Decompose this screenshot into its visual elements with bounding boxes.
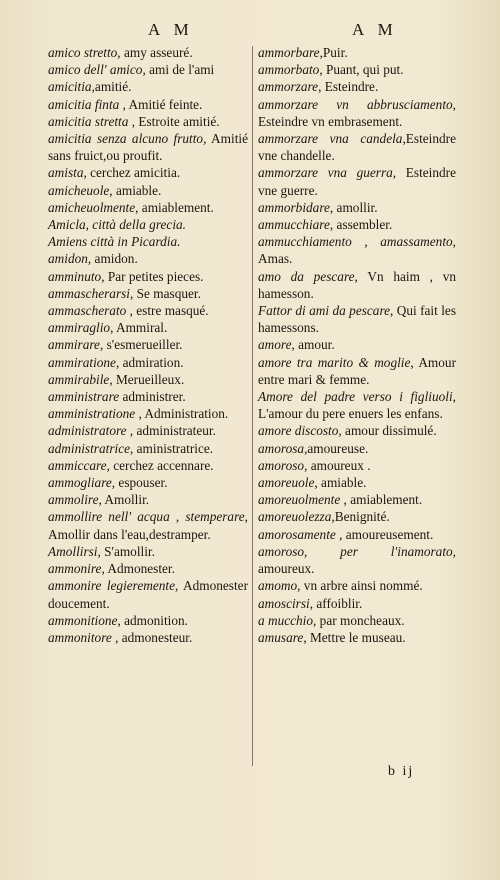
entry-definition: , administrateur. xyxy=(126,423,216,439)
dictionary-entry xyxy=(258,629,456,646)
entry-definition: administrer. xyxy=(119,389,186,405)
dictionary-entry xyxy=(48,130,248,164)
entry-definition: , Puant, qui put. xyxy=(319,62,404,78)
dictionary-entry xyxy=(48,336,248,353)
dictionary-entry xyxy=(48,199,248,216)
entry-headword: amico stretto, xyxy=(48,45,121,60)
entry-definition: , amidon. xyxy=(87,251,138,267)
entry-headword: amicitia xyxy=(48,79,92,95)
entry-definition: , Esteindre vne guerre. xyxy=(258,165,456,198)
entry-definition: ,amoureuse. xyxy=(304,440,369,456)
entry-definition: , Administration. xyxy=(135,406,229,422)
entry-headword: amicitia senza alcuno frutto, xyxy=(48,131,207,147)
dictionary-entry xyxy=(258,491,456,508)
entry-headword: administratrice xyxy=(48,440,130,456)
entry-headword: ammonitione xyxy=(48,612,118,628)
dictionary-entry xyxy=(258,526,456,543)
entry-headword: amministrare xyxy=(48,389,120,405)
entry-definition: amy asseuré. xyxy=(120,45,193,60)
dictionary-entry xyxy=(48,285,248,302)
dictionary-entry xyxy=(48,268,248,285)
entry-headword: ammorzare vna candela xyxy=(258,131,403,147)
dictionary-entry xyxy=(48,474,248,491)
entry-definition: , amiable. xyxy=(109,182,162,198)
entry-headword: ammascherato xyxy=(48,303,127,319)
dictionary-entry xyxy=(48,508,248,542)
entry-definition: , Estroite amitié. xyxy=(128,113,220,129)
entry-headword: administratore xyxy=(48,423,127,439)
entry-headword: amo da pescare xyxy=(258,268,355,284)
dictionary-entry xyxy=(48,422,248,439)
entry-definition: , amour. xyxy=(291,337,335,353)
entry-headword: Amicla, città della grecia. xyxy=(48,217,186,233)
entry-definition: , affoiblir. xyxy=(309,595,363,611)
dictionary-entry xyxy=(258,233,456,267)
entry-headword: amoscirsi xyxy=(258,595,310,611)
entry-headword: ammucchiare xyxy=(258,217,330,233)
dictionary-entry xyxy=(258,595,456,612)
entry-definition: , amoureux. xyxy=(258,543,456,577)
entry-definition: , L'amour du pere enuers les enfans. xyxy=(258,389,456,422)
entry-headword: ammorzare xyxy=(258,79,319,95)
entry-headword: ammorbato xyxy=(258,62,320,78)
entry-definition: , amiablement. xyxy=(135,199,214,215)
entry-definition: , estre masqué. xyxy=(126,303,209,319)
entry-headword: amoreuolezza xyxy=(258,509,332,525)
entry-headword: amicheuole xyxy=(48,182,110,198)
entry-definition: , amiablement. xyxy=(340,492,423,508)
entry-headword: ammollire nell' acqua , stemperare xyxy=(48,509,245,525)
entry-headword: ammolire xyxy=(48,492,99,508)
entry-definition: , cerchez accennare. xyxy=(106,457,214,473)
entry-definition: , aministratrice. xyxy=(130,440,214,456)
entry-headword: amorosa xyxy=(258,440,305,456)
column-divider xyxy=(252,46,253,766)
entry-definition: , Vn haim , vn hamesson. xyxy=(258,268,457,301)
entry-headword: ammiccare xyxy=(48,457,107,473)
entry-headword: amoreuole xyxy=(258,475,315,491)
dictionary-entry xyxy=(48,319,248,336)
entry-definition: Amitié sans fruict,ou proufit. xyxy=(48,131,248,164)
entry-definition: ,Esteindre vne chandelle. xyxy=(258,131,456,164)
entry-headword: amore tra marito & moglie xyxy=(258,354,411,370)
dictionary-entry xyxy=(48,457,248,474)
dictionary-entry xyxy=(258,130,456,164)
entry-headword: a mucchio xyxy=(258,612,314,628)
entry-definition: ,Puir. xyxy=(319,45,348,60)
entry-definition: , Ammiral. xyxy=(110,320,168,336)
entry-definition: ,amitié. xyxy=(91,79,132,95)
dictionary-entry xyxy=(48,388,248,405)
entry-headword: ammorbare xyxy=(258,45,320,60)
dictionary-entry xyxy=(48,543,248,560)
entry-headword: ammascherarsi xyxy=(48,285,130,301)
dictionary-entry xyxy=(48,302,248,319)
entry-headword: ammonire xyxy=(48,561,102,577)
entry-definition: , Par petites pieces. xyxy=(101,268,204,284)
entry-headword: ammirabile xyxy=(48,371,110,387)
entry-definition: , Admonester doucement. xyxy=(48,578,248,611)
dictionary-entry xyxy=(48,440,248,457)
dictionary-entry xyxy=(48,113,248,130)
entry-definition: , Admonester. xyxy=(101,561,175,577)
dictionary-entry xyxy=(48,354,248,371)
dictionary-entry xyxy=(258,577,456,594)
dictionary-entry xyxy=(258,302,456,336)
entry-headword: Fattor di ami da pescare xyxy=(258,303,391,319)
entry-definition: , Mettre le museau. xyxy=(303,629,406,645)
entry-definition: , cerchez amicitia. xyxy=(83,165,181,181)
entry-definition: , amoureusement. xyxy=(335,526,434,542)
entry-headword: Amiens città in Picardia. xyxy=(48,234,181,250)
entry-definition: , S'amollir. xyxy=(97,543,155,559)
entry-definition: , Amas. xyxy=(258,234,456,267)
dictionary-entry xyxy=(258,543,456,577)
signature-mark: b ij xyxy=(388,764,415,779)
entry-headword: ammonire legieremente xyxy=(48,578,176,594)
entry-definition: , Amour entre mari & femme. xyxy=(258,354,456,387)
entry-definition: , Esteindre vn embrasement. xyxy=(258,96,456,129)
entry-headword: amomo xyxy=(258,578,298,594)
dictionary-entry xyxy=(48,405,248,422)
dictionary-entry xyxy=(258,457,456,474)
entry-headword: ammogliare xyxy=(48,475,112,491)
entry-headword: amidon xyxy=(48,251,88,267)
dictionary-entry xyxy=(48,96,248,113)
entry-headword: amicheuolmente xyxy=(48,199,136,215)
dictionary-entry xyxy=(258,44,456,61)
dictionary-entry xyxy=(258,508,456,525)
entry-headword: amusare xyxy=(258,629,304,645)
dictionary-entry xyxy=(258,96,456,130)
dictionary-entry xyxy=(48,61,248,78)
entry-headword: amoreuolmente xyxy=(258,492,341,508)
entry-headword: ammorzare vna guerra xyxy=(258,165,393,181)
dictionary-entry xyxy=(48,491,248,508)
entry-headword: Amollirsi xyxy=(48,543,98,559)
dictionary-entry xyxy=(258,199,456,216)
left-column xyxy=(48,44,248,646)
entry-definition: , assembler. xyxy=(329,217,393,233)
entry-headword: amoroso, per l'inamorato xyxy=(258,543,453,559)
entry-headword: ammirare xyxy=(48,337,100,353)
entry-definition: , vn arbre ainsi nommé. xyxy=(297,578,423,594)
dictionary-entry xyxy=(258,440,456,457)
entry-headword: amoroso xyxy=(258,457,305,473)
dictionary-entry xyxy=(48,164,248,181)
entry-definition: , amoureux . xyxy=(304,457,371,473)
dictionary-entry xyxy=(48,629,248,646)
entry-definition: , admiration. xyxy=(115,354,184,370)
entry-definition: , amiable. xyxy=(314,475,367,491)
dictionary-entry xyxy=(258,388,456,422)
entry-definition: , amollir. xyxy=(329,199,378,215)
dictionary-entry xyxy=(48,216,248,233)
running-header-left: A M xyxy=(148,20,194,39)
dictionary-entry xyxy=(48,577,248,611)
entry-headword: amministratione xyxy=(48,406,136,422)
entry-headword: Amore del padre verso i figliuoli xyxy=(258,389,453,405)
dictionary-entry xyxy=(48,612,248,629)
running-header-right: A M xyxy=(352,20,398,39)
entry-headword: ammorbidare xyxy=(258,199,330,215)
dictionary-entry xyxy=(258,78,456,95)
entry-headword: ammonitore xyxy=(48,629,112,645)
dictionary-entry xyxy=(258,474,456,491)
entry-definition: , par moncheaux. xyxy=(313,612,405,628)
entry-definition: , amour dissimulé. xyxy=(338,423,437,439)
entry-headword: amorosamente xyxy=(258,526,336,542)
entry-definition: , Merueilleux. xyxy=(109,371,185,387)
entry-definition: , ami de l'ami xyxy=(142,62,215,78)
entry-definition: , Amollir. xyxy=(98,492,150,508)
entry-definition: , Amitié feinte. xyxy=(119,96,203,112)
entry-headword: ammiraglio xyxy=(48,320,111,336)
entry-headword: ammucchiamento , amassamento xyxy=(258,234,453,250)
entry-headword: ammorzare vn abbrusciamento xyxy=(258,96,453,112)
dictionary-entry xyxy=(48,44,248,61)
entry-headword: amicitia stretta xyxy=(48,113,129,129)
entry-definition: , Qui fait les hamessons. xyxy=(258,303,456,336)
entry-headword: ammiratione xyxy=(48,354,116,370)
entry-definition: , Amollir dans l'eau,destramper. xyxy=(48,509,248,542)
dictionary-entry xyxy=(48,560,248,577)
dictionary-entry xyxy=(258,61,456,78)
entry-headword: amico dell' amico xyxy=(48,62,143,78)
entry-definition: , s'esmerueiller. xyxy=(99,337,183,353)
entry-definition: ,Benignité. xyxy=(331,509,390,525)
entry-headword: amicitia finta xyxy=(48,96,120,112)
dictionary-entry xyxy=(48,371,248,388)
dictionary-entry xyxy=(48,78,248,95)
dictionary-entry xyxy=(258,612,456,629)
entry-headword: amore xyxy=(258,337,292,353)
dictionary-entry xyxy=(258,164,456,198)
right-column xyxy=(258,44,456,646)
dictionary-entry xyxy=(48,182,248,199)
dictionary-entry xyxy=(48,250,248,267)
dictionary-entry xyxy=(258,216,456,233)
entry-definition: , espouser. xyxy=(111,475,168,491)
entry-headword: amminuto xyxy=(48,268,102,284)
dictionary-entry xyxy=(258,336,456,353)
dictionary-entry xyxy=(258,422,456,439)
entry-headword: amista xyxy=(48,165,84,181)
entry-definition: , Esteindre. xyxy=(318,79,379,95)
entry-definition: , admonition. xyxy=(117,612,188,628)
dictionary-entry xyxy=(258,354,456,388)
entry-headword: amore discosto xyxy=(258,423,339,439)
entry-definition: , admonesteur. xyxy=(111,629,193,645)
entry-definition: , Se masquer. xyxy=(130,285,201,301)
dictionary-entry xyxy=(258,268,456,302)
dictionary-entry xyxy=(48,233,248,250)
